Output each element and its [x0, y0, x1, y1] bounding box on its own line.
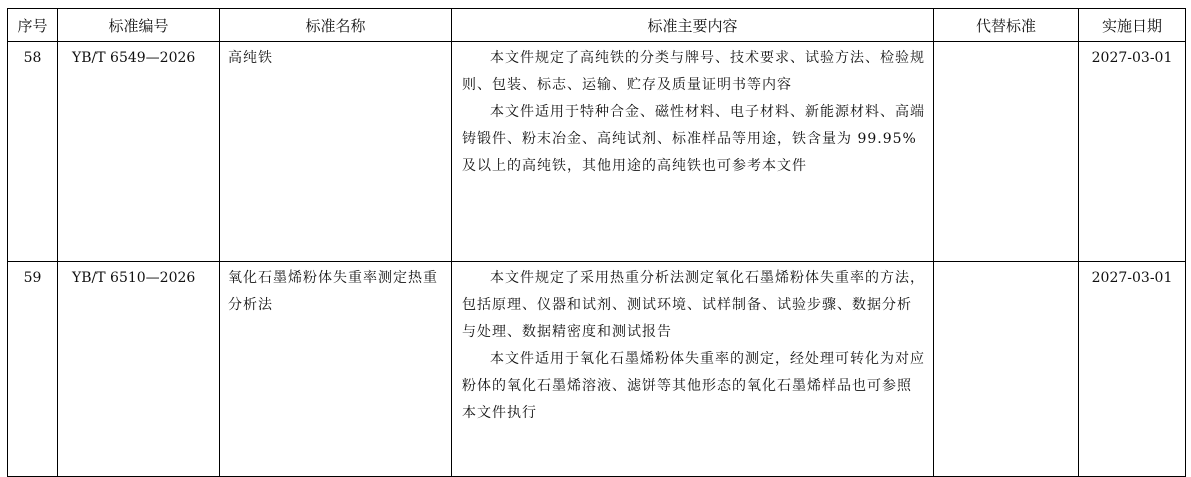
cell-date: 2027-03-01 — [1079, 42, 1186, 262]
cell-seq: 58 — [8, 42, 58, 262]
cell-replace — [934, 42, 1079, 262]
header-content: 标准主要内容 — [452, 9, 934, 42]
header-code: 标准编号 — [58, 9, 220, 42]
content-paragraph: 本文件规定了高纯铁的分类与牌号、技术要求、试验方法、检验规则、包装、标志、运输、贮存及质量证明书等内容 — [462, 50, 925, 93]
header-replace: 代替标准 — [934, 9, 1079, 42]
cell-content — [452, 42, 934, 262]
content-paragraph: 本文件适用于特种合金、磁性材料、电子材料、新能源材料、高端铸锻件、粉末冶金、高纯试剂、标准样品等用途，铁含量为 99.95%及以上的高纯铁，其他用途的高纯铁也可参考本文件 — [462, 104, 925, 174]
cell-date: 2027-03-01 — [1079, 262, 1186, 477]
cell-name: 高纯铁 — [220, 42, 452, 262]
cell-seq: 59 — [8, 262, 58, 477]
content-paragraph: 本文件适用于氧化石墨烯粉体失重率的测定，经处理可转化为对应粉体的氧化石墨烯溶液、滤饼等其他形态的氧化石墨烯样品也可参照本文件执行 — [462, 351, 925, 421]
header-seq: 序号 — [8, 9, 58, 42]
cell-content — [452, 262, 934, 477]
standards-table — [7, 8, 1186, 477]
cell-code: YB/T 6549—2026 — [58, 42, 220, 262]
header-name: 标准名称 — [220, 9, 452, 42]
table-row — [8, 42, 1186, 262]
header-row — [8, 9, 1186, 42]
header-date: 实施日期 — [1079, 9, 1186, 42]
cell-name: 氧化石墨烯粉体失重率测定热重分析法 — [220, 262, 452, 477]
cell-replace — [934, 262, 1079, 477]
table-row — [8, 262, 1186, 477]
cell-code: YB/T 6510—2026 — [58, 262, 220, 477]
content-paragraph: 本文件规定了采用热重分析法测定氧化石墨烯粉体失重率的方法，包括原理、仪器和试剂、测试环境、试样制备、试验步骤、数据分析与处理、数据精密度和测试报告 — [462, 270, 925, 340]
